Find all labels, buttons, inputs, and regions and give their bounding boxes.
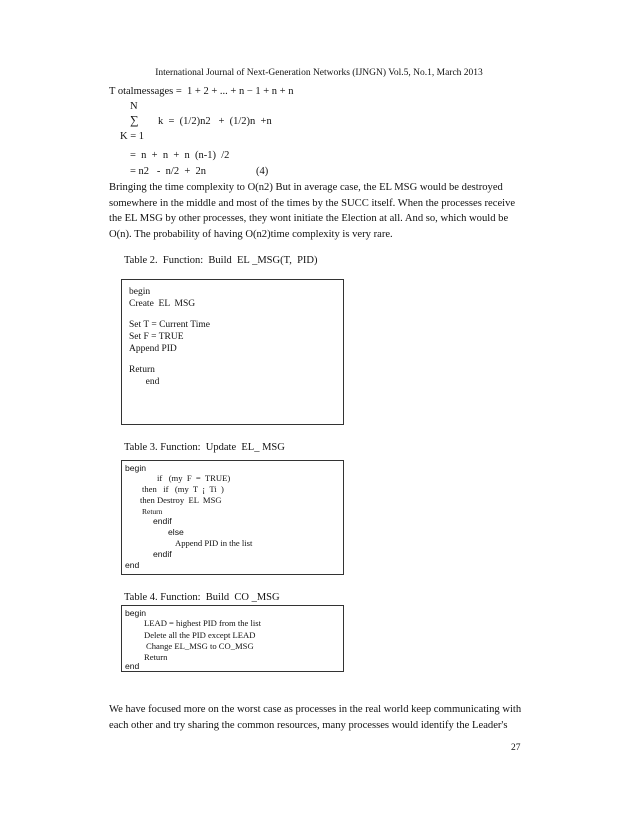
summation-lower-limit: K = 1: [120, 131, 145, 142]
code-line: if (my F = TRUE): [157, 473, 231, 483]
code-line: Set F = TRUE: [129, 332, 184, 342]
code-line: Change EL_MSG to CO_MSG: [146, 641, 254, 651]
code-line: begin: [129, 287, 151, 297]
equation-line-5: = n2 - n/2 + 2n: [130, 166, 207, 177]
paragraph-line: the EL MSG by other processes, they wont initiate the Election at all. And so, which would be: [109, 213, 509, 225]
code-line: Append PID in the list: [175, 538, 253, 548]
table-3-caption: Table 3. Function: Update EL_ MSG: [124, 442, 285, 453]
code-line: Append PID: [129, 344, 177, 354]
page-number: 27: [511, 743, 521, 753]
code-line: endif: [153, 516, 172, 526]
code-line: Delete all the PID except LEAD: [144, 630, 256, 640]
paragraph-line: each other and try sharing the common resources, many processes would identify the Leader's: [109, 719, 508, 731]
code-line: LEAD = highest PID from the list: [144, 618, 262, 628]
paragraph-line: We have focused more on the worst case as processes in the real world keep communicating with: [109, 704, 522, 715]
code-line: end: [125, 661, 140, 671]
summation-symbol: ∑: [130, 113, 139, 127]
code-line: begin: [125, 608, 147, 618]
code-line: begin: [125, 463, 147, 473]
code-line: then Destroy EL MSG: [140, 495, 222, 505]
table-4-box: [121, 605, 344, 672]
code-line: then if (my T ¡ Ti ): [142, 484, 224, 494]
table-3-box: [121, 460, 344, 575]
summation-upper-limit: N: [130, 101, 138, 112]
code-line: Return: [144, 652, 168, 662]
code-line: end: [129, 377, 160, 387]
equation-line-4: = n + n + n (n-1) /2: [130, 150, 230, 161]
table-2-box: [121, 279, 344, 425]
code-line: endif: [153, 549, 172, 559]
code-line: Create EL MSG: [129, 299, 196, 309]
code-line: else: [168, 527, 184, 537]
equation-line-1: T otalmessages = 1 + 2 + ... + n − 1 + n + n: [109, 86, 294, 97]
equation-number: (4): [256, 166, 269, 177]
paragraph-line: O(n). The probability of having O(n2)time complexity is very rare.: [109, 228, 393, 240]
body-paragraph-2: [109, 702, 531, 733]
table-4-caption: Table 4. Function: Build CO _MSG: [124, 592, 280, 603]
table-2-caption: Table 2. Function: Build EL _MSG(T, PID): [124, 255, 318, 266]
journal-header: International Journal of Next-Generation Networks (IJNGN) Vol.5, No.1, March 2013: [155, 68, 483, 78]
body-paragraph-1: [109, 180, 531, 242]
code-line: Return: [129, 365, 155, 375]
paragraph-line: Bringing the time complexity to O(n2) But in average case, the EL MSG would be destroyed: [109, 182, 503, 193]
code-line: Set T = Current Time: [129, 320, 211, 330]
paragraph-line: somewhere in the middle and most of the times by the SUCC itself. When the processes receive: [109, 197, 516, 209]
summation-expression: k = (1/2)n2 + (1/2)n +n: [158, 116, 272, 127]
code-line: Return: [142, 507, 163, 516]
code-line: end: [125, 560, 140, 570]
